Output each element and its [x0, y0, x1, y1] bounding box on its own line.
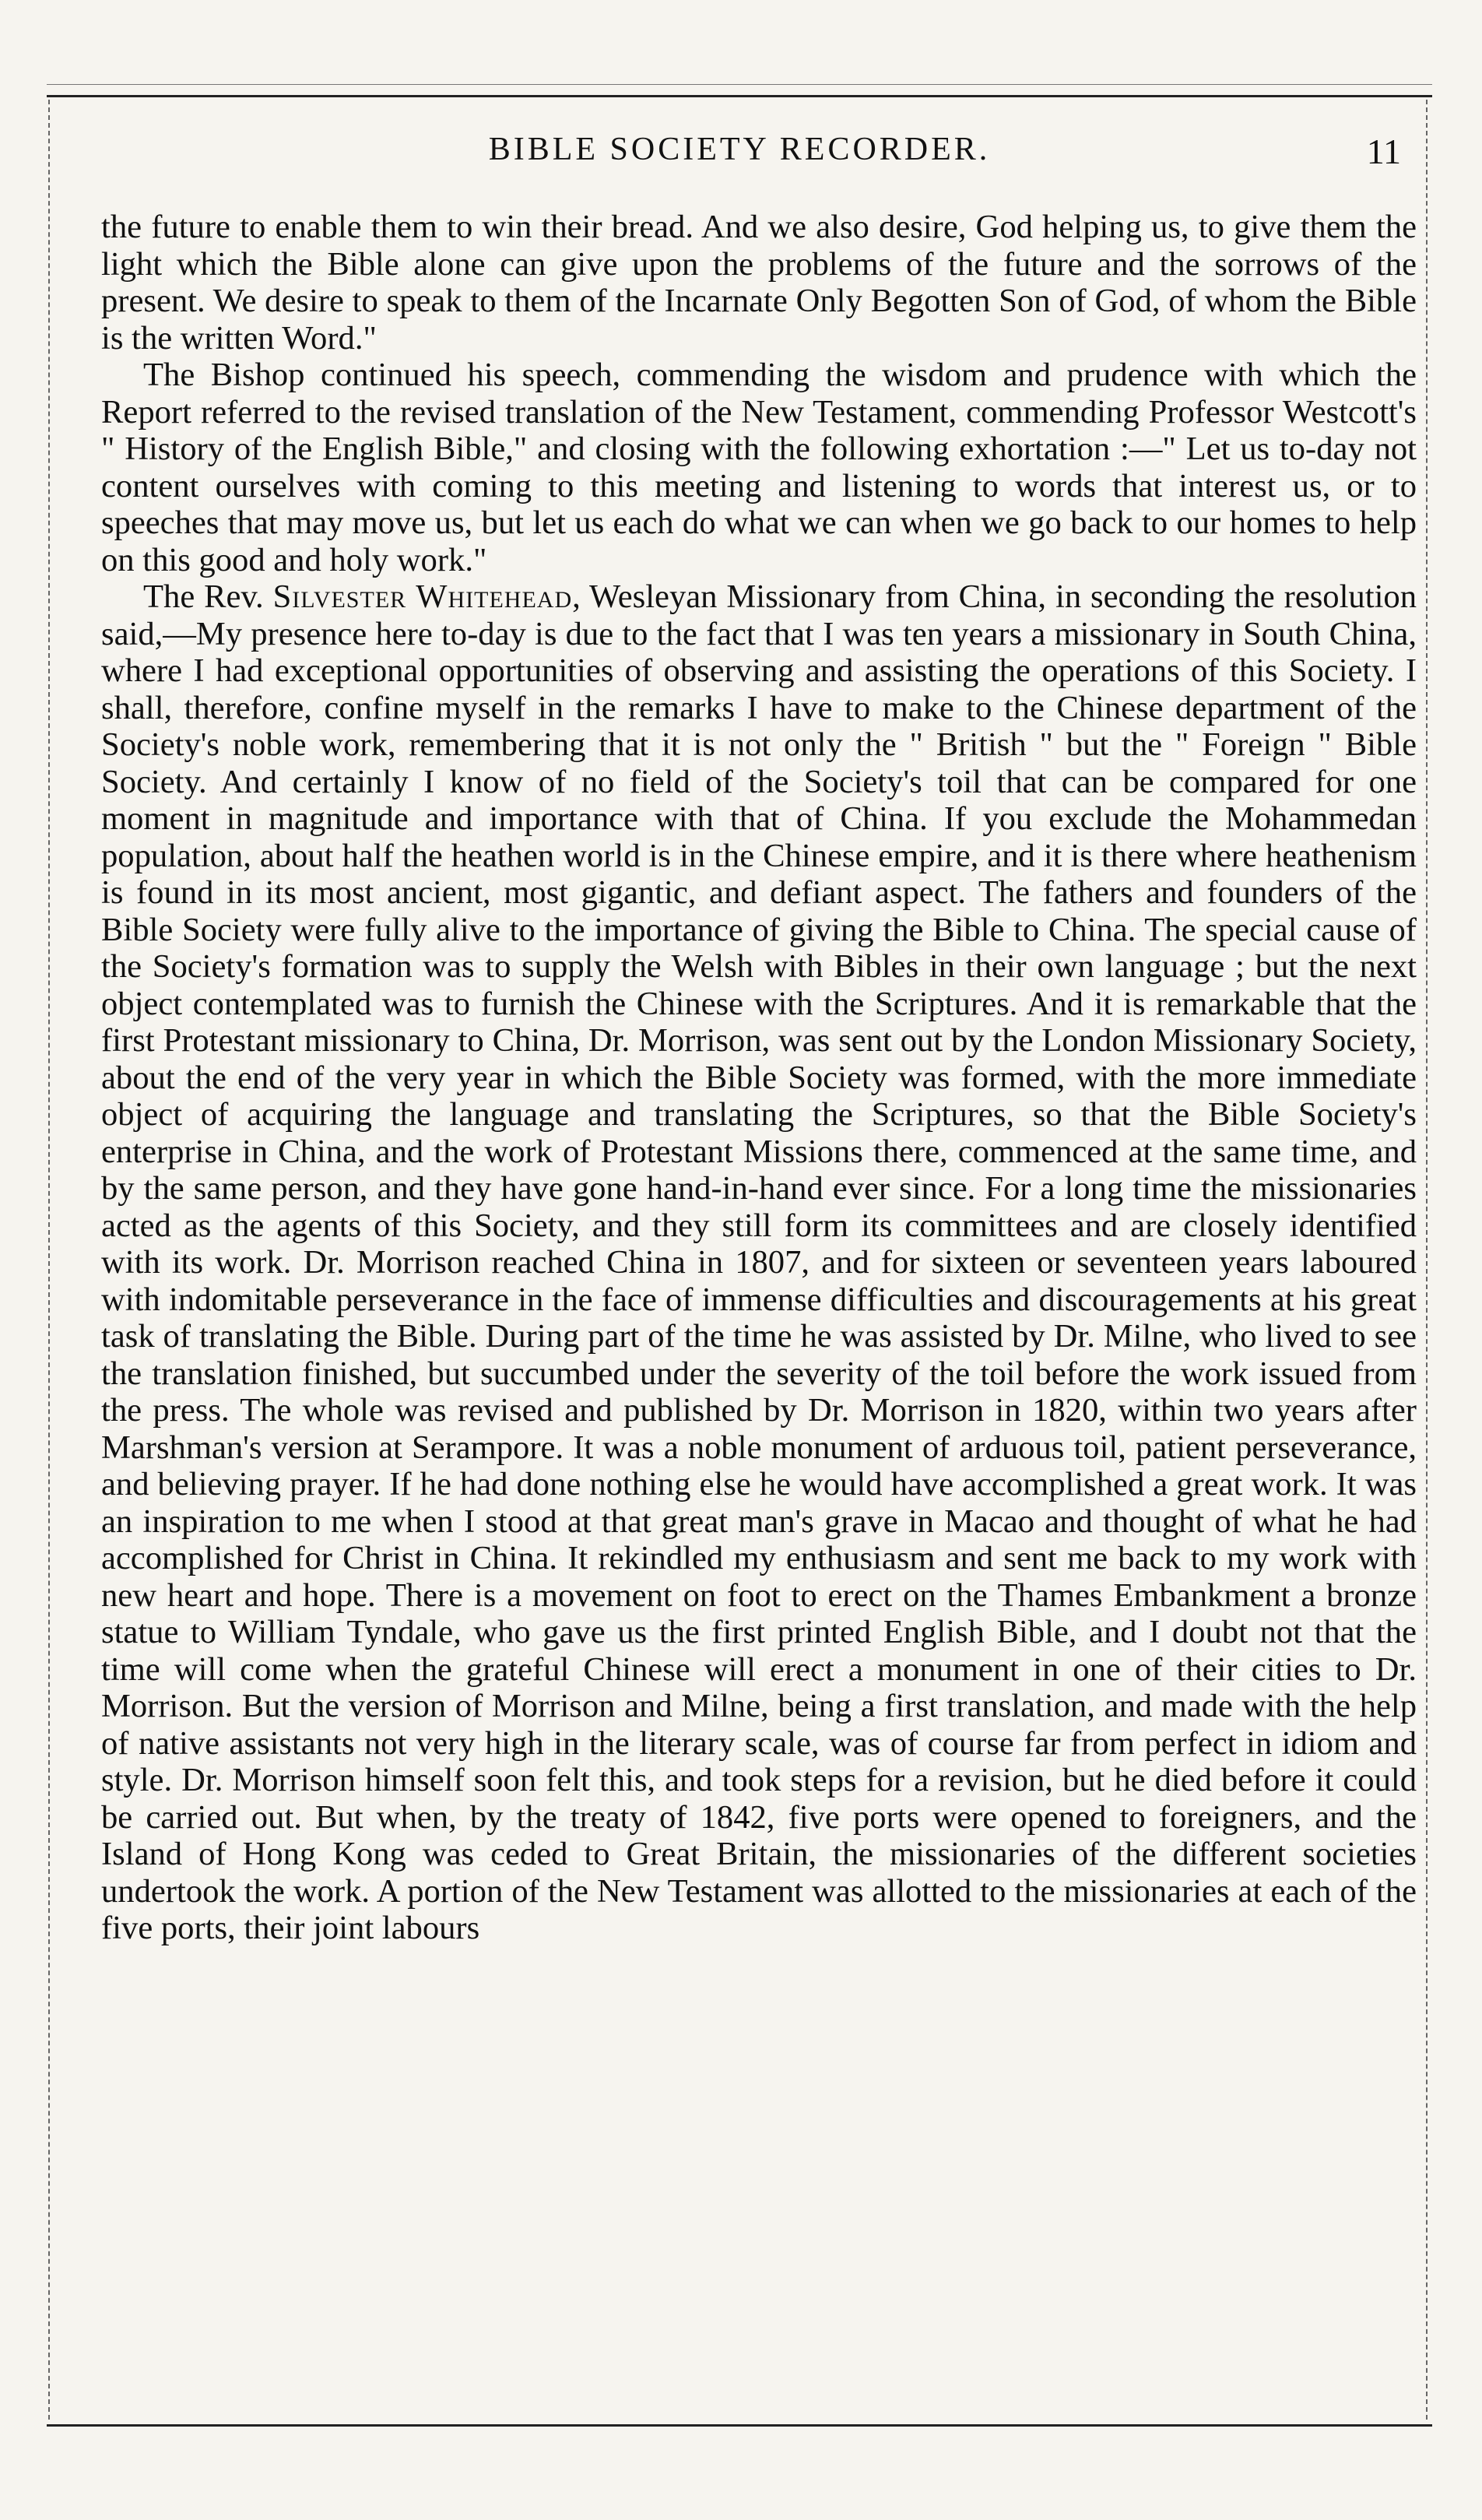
paragraph-text: The Bishop continued his speech, commending the wisdom and prudence with which the Report referred to the revised translation of the New Testament, commending Professor Westcott's " History of the English Bible," and closing with the following exhortation :—" Let us to-day not content ourselves with coming to this meeting and listening to words that interest us, or to speeches that may move us, but let us each do what we can when we go back to our homes to help on this good and holy work.": [101, 357, 1417, 578]
paragraph-continuation: [101, 209, 1417, 357]
bottom-rule: [47, 2424, 1432, 2427]
speaker-name: Silvester Whitehead: [272, 578, 573, 615]
running-title: BIBLE SOCIETY RECORDER.: [488, 132, 991, 167]
top-fine-rule: [47, 84, 1432, 85]
paragraph-text: the future to enable them to win their bread. And we also desire, God helping us, to give them the light which the Bible alone can give upon the problems of the future and the sorrows of the present. We desire to speak to them of the Incarnate Only Begotten Son of God, of whom the Bible is the written Word.": [101, 209, 1417, 357]
paragraph-whitehead: [101, 578, 1417, 1947]
left-margin-trace: [48, 100, 50, 2420]
page-header: [47, 131, 1432, 185]
page-number: 11: [1366, 132, 1401, 171]
paragraph-bishop: [101, 357, 1417, 578]
article-body: [101, 209, 1417, 1947]
paragraph-lead: The Rev.: [143, 578, 273, 615]
top-rule: [47, 95, 1432, 97]
right-margin-trace: [1426, 100, 1428, 2420]
printed-page: [47, 84, 1432, 2466]
paragraph-text: , Wesleyan Missionary from China, in seconding the resolution said,—My presence here to-day is due to the fact that I was ten years a missionary in South China, where I had exceptional opportunities of observing and assisting the operations of this Society. I shall, therefore, confine myself in the remarks I have to make to the Chinese department of the Society's noble work, remembering that it is not only the " British " but the " Foreign " Bible Society. And certainly I know of no field of the Society's toil that can be compared for one moment in magnitude and importance with that of China. If you exclude the Mohammedan population, about half the heathen world is in the Chinese empire, and it is there where heathenism is found in its most ancient, most gigantic, and defiant aspect. The fathers and founders of the Bible Society were fully alive to the importance of giving the Bible to China. The special cause of the Society's formation was to supply the Welsh with Bibles in their own language ; but the next object contemplated was to furnish the Chinese with the Scriptures. And it is remarkable that the first Protestant missionary to China, Dr. Morrison, was sent out by the London Missionary Society, about the end of the very year in which the Bible Society was formed, with the more immediate object of acquiring the language and translating the Scriptures, so that the Bible Society's enterprise in China, and the work of Protestant Missions there, commenced at the same time, and by the same person, and they have gone hand-in-hand ever since. For a long time the missionaries acted as the agents of this Society, and they still form its committees and are closely identified with its work. Dr. Morrison reached China in 1807, and for sixteen or seventeen years laboured with indomitable perseverance in the face of immense difficulties and discouragements at his great task of translating the Bible. During part of the time he was assisted by Dr. Milne, who lived to see the translation finished, but succumbed under the severity of the toil before the work issued from the press. The whole was revised and published by Dr. Morrison in 1820, within two years after Marshman's version at Serampore. It was a noble monument of arduous toil, patient perseverance, and believing prayer. If he had done nothing else he would have accomplished a great work. It was an inspiration to me when I stood at that great man's grave in Macao and thought of what he had accomplished for Christ in China. It rekindled my enthusiasm and sent me back to my work with new heart and hope. There is a movement on foot to erect on the Thames Embankment a bronze statue to William Tyndale, who gave us the first printed English Bible, and I doubt not that the time will come when the grateful Chinese will erect a monument in one of their cities to Dr. Morrison. But the version of Morrison and Milne, being a first translation, and made with the help of native assistants not very high in the literary scale, was of course far from perfect in idiom and style. Dr. Morrison himself soon felt this, and took steps for a revision, but he died before it could be carried out. But when, by the treaty of 1842, five ports were opened to foreigners, and the Island of Hong Kong was ceded to Great Britain, the missionaries of the different societies undertook the work. A portion of the New Testament was allotted to the missionaries at each of the five ports, their joint labours: [101, 578, 1417, 1946]
